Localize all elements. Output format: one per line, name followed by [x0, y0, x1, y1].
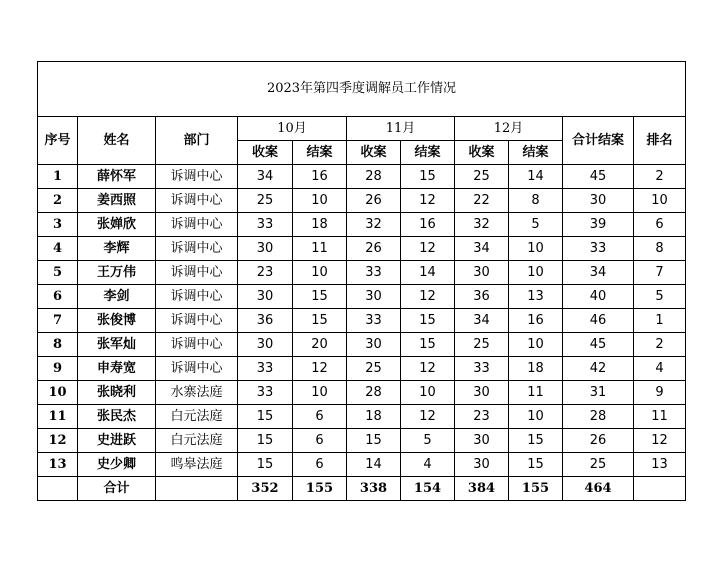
table-row: [38, 213, 686, 237]
row-value: 15: [401, 333, 455, 357]
row-value: 11: [509, 381, 563, 405]
row-value: 28: [347, 381, 401, 405]
row-seq: 3: [38, 213, 78, 237]
row-value: 33: [238, 357, 293, 381]
table-row: [38, 189, 686, 213]
row-value: 26: [347, 237, 401, 261]
header-dec-received: 收案: [455, 141, 509, 165]
row-value: 32: [455, 213, 509, 237]
row-total-closed: 31: [563, 381, 634, 405]
row-value: 30: [455, 261, 509, 285]
row-value: 16: [293, 165, 347, 189]
header-month-nov: 11月: [347, 117, 455, 141]
table-row: [38, 429, 686, 453]
row-value: 30: [455, 453, 509, 477]
row-value: 16: [401, 213, 455, 237]
totals-value: 352: [238, 477, 293, 501]
row-rank: 5: [634, 285, 686, 309]
row-value: 4: [401, 453, 455, 477]
row-dept: 诉调中心: [156, 189, 238, 213]
row-seq: 6: [38, 285, 78, 309]
row-value: 30: [238, 333, 293, 357]
row-value: 8: [509, 189, 563, 213]
row-value: 30: [238, 237, 293, 261]
row-dept: 诉调中心: [156, 285, 238, 309]
row-value: 18: [509, 357, 563, 381]
totals-value: 338: [347, 477, 401, 501]
row-value: 6: [293, 453, 347, 477]
row-value: 12: [401, 189, 455, 213]
row-seq: 5: [38, 261, 78, 285]
row-seq: 4: [38, 237, 78, 261]
row-value: 15: [509, 429, 563, 453]
row-value: 12: [401, 237, 455, 261]
totals-label: 合计: [78, 477, 156, 501]
row-value: 13: [509, 285, 563, 309]
row-value: 34: [455, 309, 509, 333]
row-total-closed: 45: [563, 165, 634, 189]
row-value: 18: [293, 213, 347, 237]
row-rank: 13: [634, 453, 686, 477]
row-value: 6: [293, 429, 347, 453]
header-nov-received: 收案: [347, 141, 401, 165]
row-value: 15: [238, 405, 293, 429]
row-dept: 诉调中心: [156, 261, 238, 285]
totals-rank: [634, 477, 686, 501]
row-name: 张俊博: [78, 309, 156, 333]
row-value: 28: [347, 165, 401, 189]
row-seq: 7: [38, 309, 78, 333]
row-total-closed: 39: [563, 213, 634, 237]
row-value: 20: [293, 333, 347, 357]
row-dept: 水寨法庭: [156, 381, 238, 405]
row-value: 32: [347, 213, 401, 237]
row-name: 张晓利: [78, 381, 156, 405]
row-value: 33: [347, 261, 401, 285]
row-total-closed: 45: [563, 333, 634, 357]
table-row: [38, 405, 686, 429]
row-value: 6: [293, 405, 347, 429]
row-value: 11: [293, 237, 347, 261]
row-name: 薛怀军: [78, 165, 156, 189]
row-name: 王万伟: [78, 261, 156, 285]
row-total-closed: 33: [563, 237, 634, 261]
totals-total-closed: 464: [563, 477, 634, 501]
row-value: 30: [347, 285, 401, 309]
row-dept: 诉调中心: [156, 213, 238, 237]
table-row: [38, 381, 686, 405]
row-name: 史少卿: [78, 453, 156, 477]
totals-value: 155: [509, 477, 563, 501]
row-value: 15: [293, 309, 347, 333]
table-row: [38, 453, 686, 477]
header-rank: 排名: [634, 117, 686, 165]
row-value: 10: [509, 261, 563, 285]
row-name: 张民杰: [78, 405, 156, 429]
row-seq: 9: [38, 357, 78, 381]
row-value: 15: [509, 453, 563, 477]
row-rank: 8: [634, 237, 686, 261]
row-value: 33: [238, 381, 293, 405]
mediator-work-table: [37, 61, 686, 501]
row-value: 15: [238, 429, 293, 453]
totals-row: [38, 477, 686, 501]
row-value: 26: [347, 189, 401, 213]
header-dec-closed: 结案: [509, 141, 563, 165]
row-rank: 9: [634, 381, 686, 405]
row-dept: 白元法庭: [156, 405, 238, 429]
row-seq: 8: [38, 333, 78, 357]
header-month-oct: 10月: [238, 117, 347, 141]
totals-value: 154: [401, 477, 455, 501]
row-total-closed: 40: [563, 285, 634, 309]
totals-empty-seq: [38, 477, 78, 501]
row-total-closed: 30: [563, 189, 634, 213]
header-dept: 部门: [156, 117, 238, 165]
row-value: 14: [401, 261, 455, 285]
row-value: 34: [455, 237, 509, 261]
row-value: 25: [455, 333, 509, 357]
row-value: 14: [347, 453, 401, 477]
row-value: 34: [238, 165, 293, 189]
row-total-closed: 25: [563, 453, 634, 477]
row-value: 25: [455, 165, 509, 189]
row-seq: 11: [38, 405, 78, 429]
row-name: 李辉: [78, 237, 156, 261]
row-value: 15: [401, 309, 455, 333]
row-value: 10: [509, 405, 563, 429]
row-dept: 诉调中心: [156, 237, 238, 261]
row-value: 10: [293, 261, 347, 285]
row-total-closed: 34: [563, 261, 634, 285]
header-oct-closed: 结案: [293, 141, 347, 165]
table-row: [38, 357, 686, 381]
row-value: 10: [401, 381, 455, 405]
row-value: 18: [347, 405, 401, 429]
row-rank: 10: [634, 189, 686, 213]
row-value: 22: [455, 189, 509, 213]
row-value: 5: [401, 429, 455, 453]
row-rank: 2: [634, 165, 686, 189]
row-value: 12: [401, 285, 455, 309]
row-value: 16: [509, 309, 563, 333]
totals-value: 384: [455, 477, 509, 501]
header-name: 姓名: [78, 117, 156, 165]
row-value: 15: [238, 453, 293, 477]
row-name: 李剑: [78, 285, 156, 309]
row-value: 10: [509, 333, 563, 357]
row-value: 25: [347, 357, 401, 381]
row-dept: 白元法庭: [156, 429, 238, 453]
row-seq: 1: [38, 165, 78, 189]
row-name: 张军灿: [78, 333, 156, 357]
table-row: [38, 165, 686, 189]
row-dept: 诉调中心: [156, 309, 238, 333]
row-rank: 11: [634, 405, 686, 429]
table-row: [38, 261, 686, 285]
row-value: 15: [401, 165, 455, 189]
row-value: 12: [401, 357, 455, 381]
row-dept: 诉调中心: [156, 165, 238, 189]
row-value: 10: [293, 381, 347, 405]
row-rank: 7: [634, 261, 686, 285]
row-name: 史进跃: [78, 429, 156, 453]
totals-value: 155: [293, 477, 347, 501]
totals-empty-dept: [156, 477, 238, 501]
page-title: 2023年第四季度调解员工作情况: [38, 62, 686, 117]
table-row: [38, 309, 686, 333]
row-value: 10: [509, 237, 563, 261]
row-rank: 12: [634, 429, 686, 453]
row-name: 姜西照: [78, 189, 156, 213]
header-month-dec: 12月: [455, 117, 563, 141]
row-seq: 13: [38, 453, 78, 477]
row-total-closed: 28: [563, 405, 634, 429]
row-value: 30: [238, 285, 293, 309]
row-value: 36: [238, 309, 293, 333]
row-value: 15: [347, 429, 401, 453]
row-total-closed: 42: [563, 357, 634, 381]
row-value: 14: [509, 165, 563, 189]
row-value: 25: [238, 189, 293, 213]
row-value: 33: [347, 309, 401, 333]
row-total-closed: 46: [563, 309, 634, 333]
row-value: 10: [293, 189, 347, 213]
row-value: 30: [455, 429, 509, 453]
row-rank: 2: [634, 333, 686, 357]
row-seq: 12: [38, 429, 78, 453]
row-value: 12: [293, 357, 347, 381]
header-seq: 序号: [38, 117, 78, 165]
row-dept: 诉调中心: [156, 333, 238, 357]
row-rank: 1: [634, 309, 686, 333]
row-value: 30: [455, 381, 509, 405]
header-oct-received: 收案: [238, 141, 293, 165]
row-value: 33: [455, 357, 509, 381]
row-value: 30: [347, 333, 401, 357]
row-value: 23: [455, 405, 509, 429]
header-nov-closed: 结案: [401, 141, 455, 165]
row-dept: 鸣皋法庭: [156, 453, 238, 477]
row-seq: 2: [38, 189, 78, 213]
row-value: 33: [238, 213, 293, 237]
row-dept: 诉调中心: [156, 357, 238, 381]
row-value: 12: [401, 405, 455, 429]
table-row: [38, 285, 686, 309]
header-total-closed: 合计结案: [563, 117, 634, 165]
row-name: 张婵欣: [78, 213, 156, 237]
row-rank: 4: [634, 357, 686, 381]
row-value: 15: [293, 285, 347, 309]
table-row: [38, 333, 686, 357]
row-value: 5: [509, 213, 563, 237]
row-rank: 6: [634, 213, 686, 237]
row-name: 申寿宽: [78, 357, 156, 381]
row-value: 23: [238, 261, 293, 285]
table-row: [38, 237, 686, 261]
row-total-closed: 26: [563, 429, 634, 453]
row-seq: 10: [38, 381, 78, 405]
row-value: 36: [455, 285, 509, 309]
